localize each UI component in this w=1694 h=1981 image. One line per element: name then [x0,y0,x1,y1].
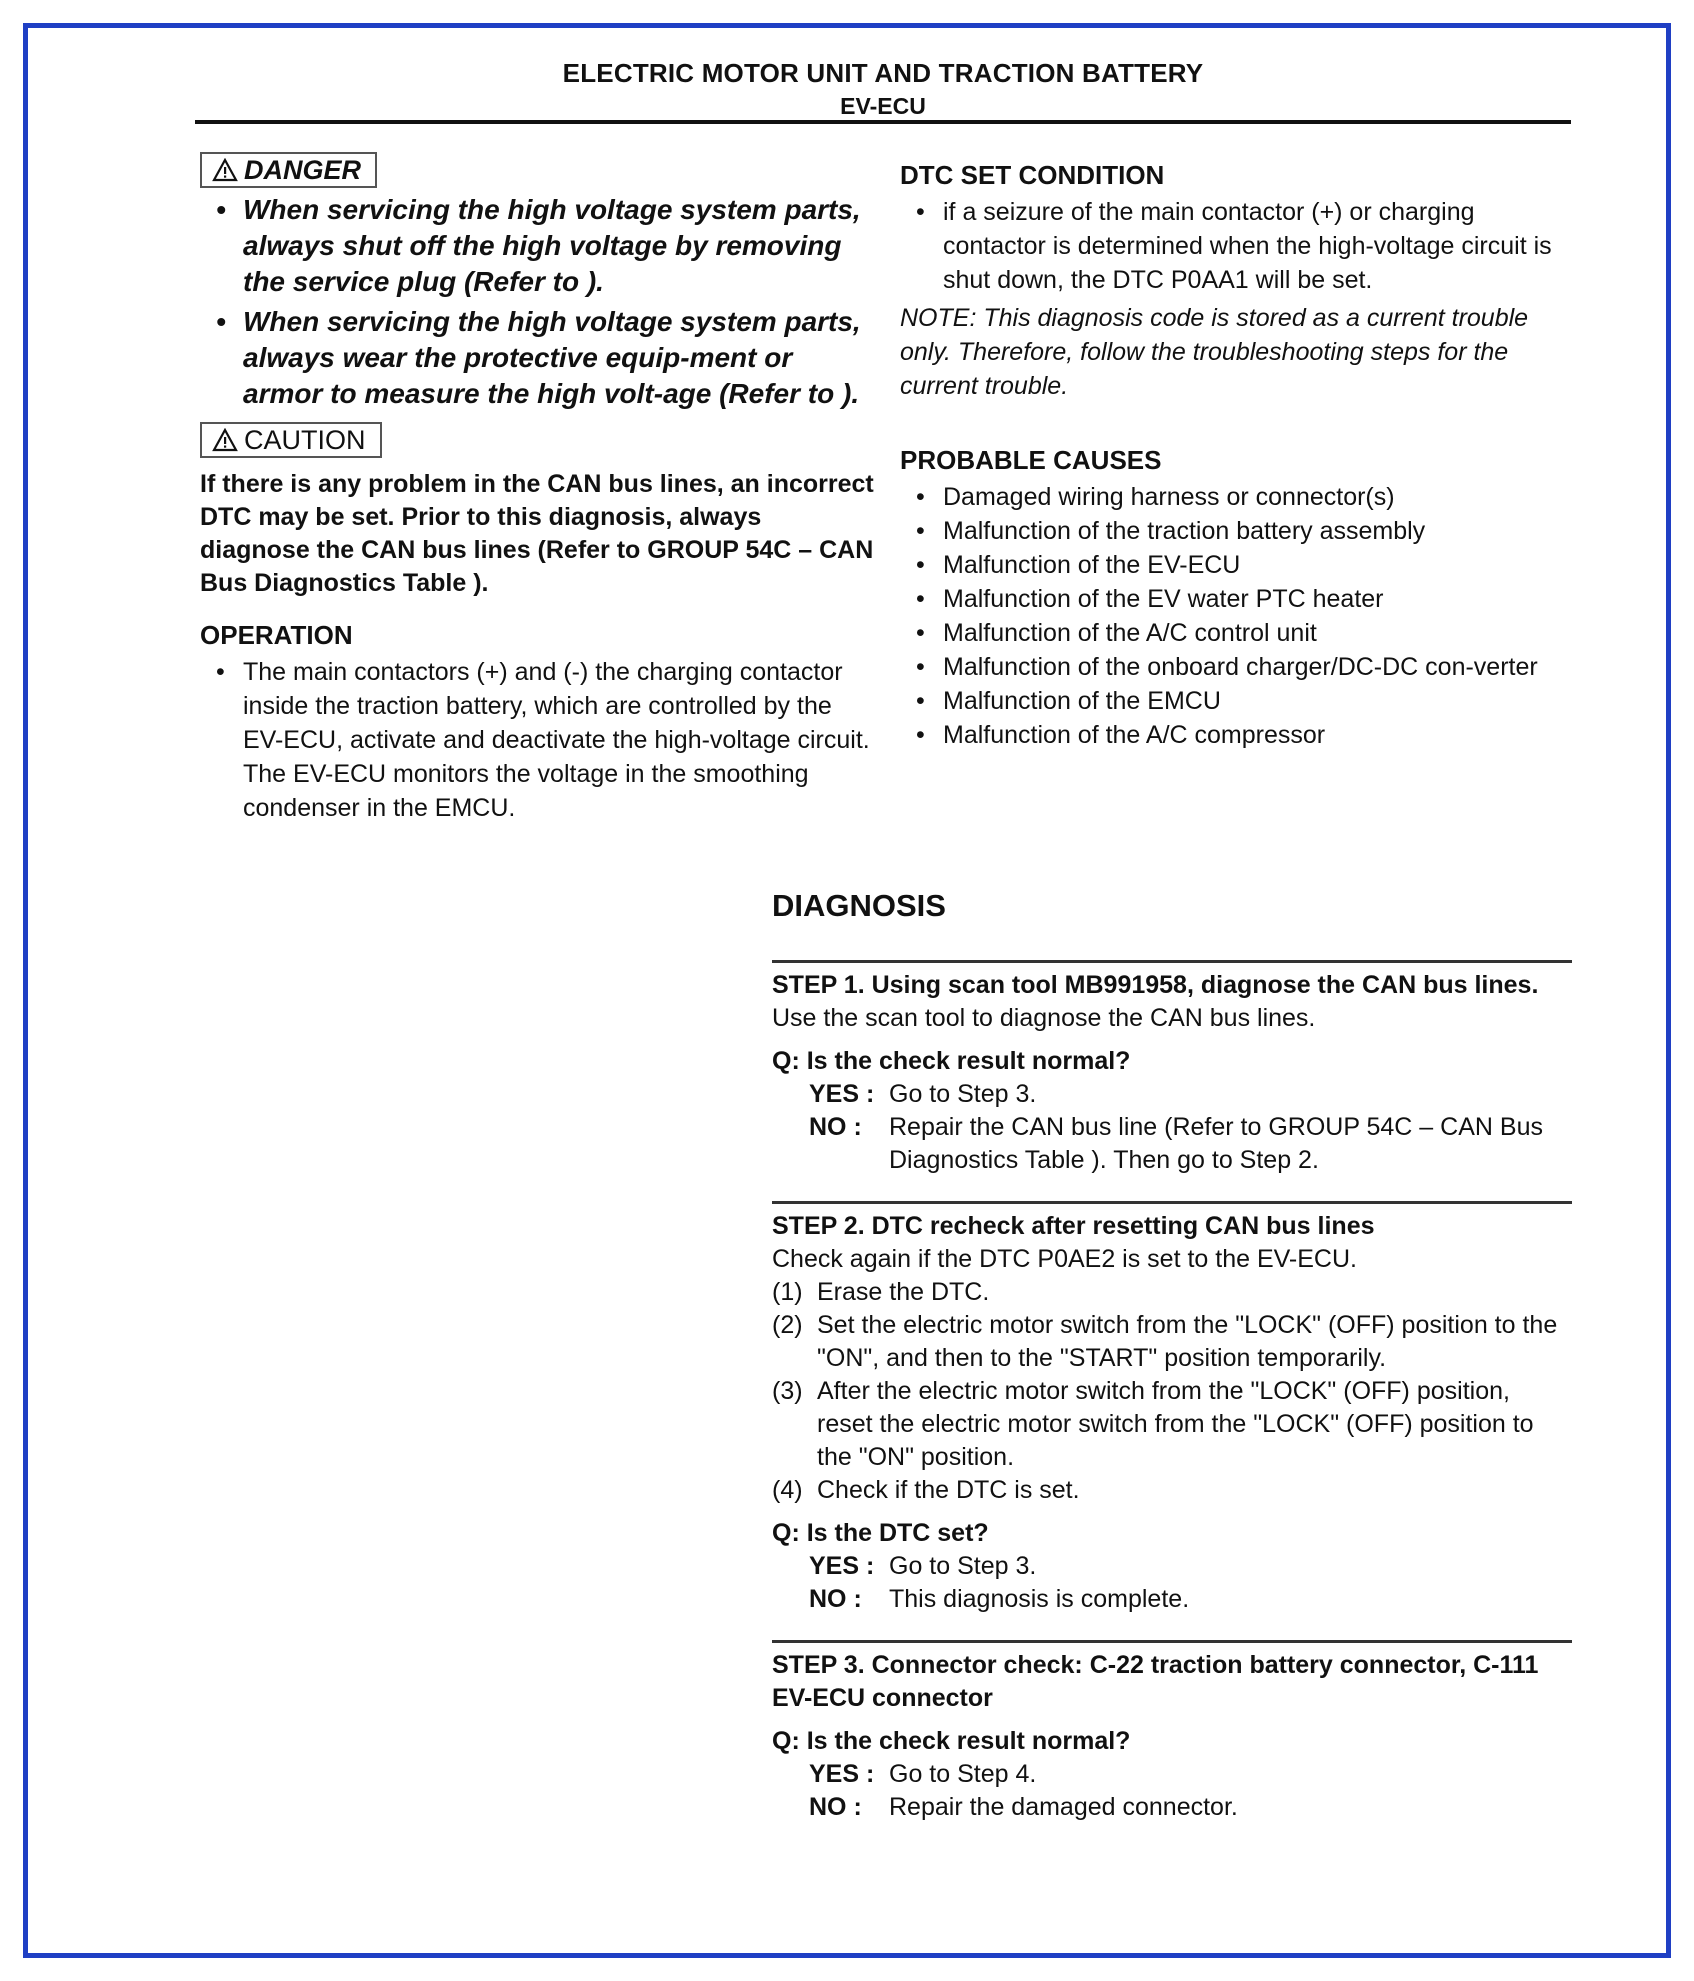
page-title: ELECTRIC MOTOR UNIT AND TRACTION BATTERY [562,58,1204,88]
danger-item: • When servicing the high voltage system parts, always wear the protective equip-ment or armor to measure the high volt-age (Refer to ). [200,304,875,412]
caution-text: If there is any problem in the CAN bus lines, an incorrect DTC may be set. Prior to this diagnosis, always diagnose the CAN bus lines (Refer to GROUP 54C – CAN Bus Diagnostics Table ). [200,470,874,597]
item-text: After the electric motor switch from the "LOCK" (OFF) position, reset the electric motor switch from the "LOCK" (OFF) position to the "ON" position. [817,1377,1534,1471]
item-number: (3) [772,1377,803,1405]
yes-label: YES : [809,1080,875,1108]
numbered-item [772,1276,1572,1309]
warning-triangle-icon [212,158,238,182]
operation-heading: OPERATION [200,620,353,650]
danger-badge [200,152,377,188]
answer-no [809,1791,1572,1824]
diagnosis-heading: DIAGNOSIS [772,888,946,923]
step-question: Q: Is the check result normal? [772,1727,1131,1755]
right-column [900,160,1570,752]
answer-yes [809,1550,1572,1583]
dtc-note: NOTE: This diagnosis code is stored as a current trouble only. Therefore, follow the troubleshooting steps for the current trouble. [900,304,1529,400]
warning-triangle-icon [212,428,238,452]
yes-text: Go to Step 3. [889,1080,1037,1108]
item-text: Erase the DTC. [817,1278,990,1306]
yes-label: YES : [809,1552,875,1580]
yes-text: Go to Step 4. [889,1760,1037,1788]
cause-item: • Malfunction of the A/C compressor [900,718,1570,752]
header-rule [195,120,1571,124]
step-question: Q: Is the DTC set? [772,1519,989,1547]
cause-item: • Malfunction of the EMCU [900,684,1570,718]
dtc-set-list [900,195,1570,297]
answer-no [809,1583,1572,1616]
answer-yes [809,1078,1572,1111]
answer-no [809,1111,1572,1177]
item-number: (2) [772,1311,803,1339]
step-3 [772,1640,1572,1824]
probable-causes-list [900,480,1570,752]
page-header [195,58,1571,120]
dtc-set-item: • if a seizure of the main contactor (+) or charging contactor is determined when the high-voltage circuit is shut down, the DTC P0AA1 will be set. [900,195,1570,297]
step-title: STEP 2. DTC recheck after resetting CAN bus lines [772,1212,1375,1240]
no-label: NO : [809,1793,862,1821]
dtc-set-heading: DTC SET CONDITION [900,160,1165,190]
item-text: Set the electric motor switch from the "LOCK" (OFF) position to the "ON", and then to the "START" position temporarily. [817,1311,1558,1372]
cause-item: • Malfunction of the traction battery assembly [900,514,1570,548]
caution-label: CAUTION [244,424,366,455]
probable-causes-heading: PROBABLE CAUSES [900,445,1162,475]
step-2 [772,1201,1572,1616]
step-text: Use the scan tool to diagnose the CAN bus lines. [772,1004,1316,1032]
item-text: Check if the DTC is set. [817,1476,1080,1504]
step-question: Q: Is the check result normal? [772,1047,1131,1075]
cause-item: • Malfunction of the EV-ECU [900,548,1570,582]
operation-list [200,655,875,825]
answer-yes [809,1758,1572,1791]
danger-item: • When servicing the high voltage system parts, always shut off the high voltage by removing the service plug (Refer to ). [200,192,875,300]
yes-text: Go to Step 3. [889,1552,1037,1580]
step-text: Check again if the DTC P0AE2 is set to the EV-ECU. [772,1245,1357,1273]
danger-label: DANGER [244,154,362,185]
numbered-item [772,1309,1572,1375]
cause-item: • Malfunction of the onboard charger/DC-DC con-verter [900,650,1570,684]
item-number: (1) [772,1278,803,1306]
caution-badge [200,422,382,458]
item-number: (4) [772,1476,803,1504]
no-text: This diagnosis is complete. [889,1585,1190,1613]
page-subtitle: EV-ECU [840,93,926,119]
danger-list [200,192,875,412]
no-text: Repair the damaged connector. [889,1793,1238,1821]
numbered-item [772,1474,1572,1507]
yes-label: YES : [809,1760,875,1788]
no-label: NO : [809,1113,862,1141]
left-column [200,152,875,825]
step-1 [772,960,1572,1177]
step-title: STEP 3. Connector check: C-22 traction battery connector, C-111 EV-ECU connector [772,1651,1539,1712]
cause-item: • Malfunction of the A/C control unit [900,616,1570,650]
operation-item: • The main contactors (+) and (-) the charging contactor inside the traction battery, which are controlled by the EV-ECU, activate and deactivate the high-voltage circuit. The EV-ECU monitors the voltage in the smoothing condenser in the EMCU. [200,655,875,825]
step-title: STEP 1. Using scan tool MB991958, diagnose the CAN bus lines. [772,971,1539,999]
cause-item: • Damaged wiring harness or connector(s) [900,480,1570,514]
no-label: NO : [809,1585,862,1613]
no-text: Repair the CAN bus line (Refer to GROUP 54C – CAN Bus Diagnostics Table ). Then go to Step 2. [889,1113,1543,1174]
diagnosis-section [772,888,1572,1824]
numbered-item [772,1375,1572,1474]
cause-item: • Malfunction of the EV water PTC heater [900,582,1570,616]
